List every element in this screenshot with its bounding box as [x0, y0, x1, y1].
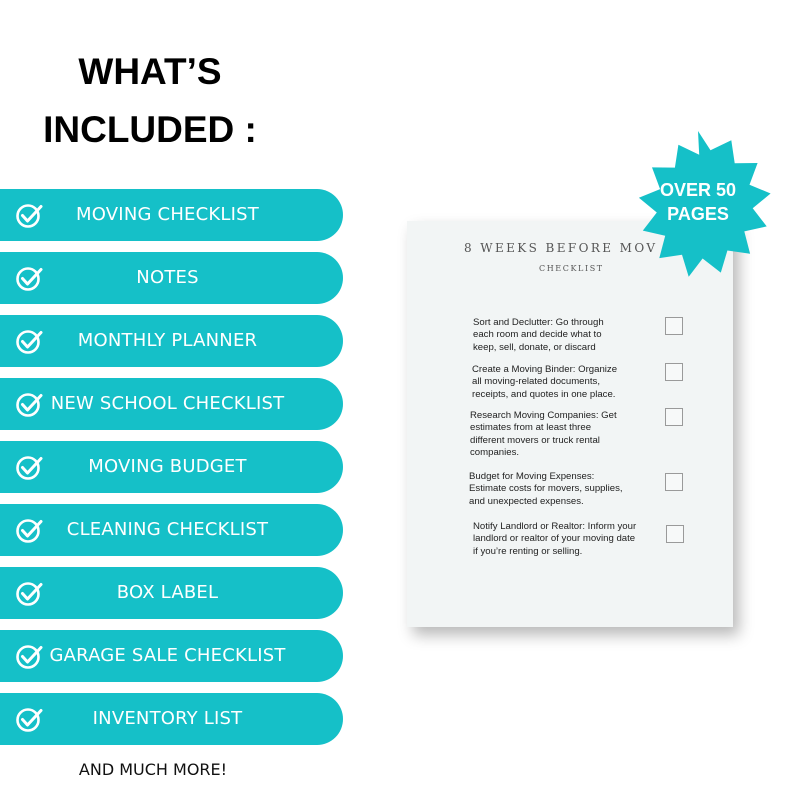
item-label: CLEANING CHECKLIST: [66, 519, 269, 540]
item-label: INVENTORY LIST: [92, 708, 243, 729]
task-checkbox[interactable]: [665, 473, 683, 491]
task-item: Create a Moving Binder: Organize all moving-related documents, receipts, and quotes in one place.: [472, 364, 618, 400]
task-checkbox[interactable]: [666, 525, 684, 543]
item-label: MONTHLY PLANNER: [77, 330, 258, 351]
task-checkbox[interactable]: [665, 317, 683, 335]
item-label: BOX LABEL: [116, 582, 219, 603]
headline-line-1: WHAT’S: [78, 51, 222, 92]
item-inventory-list: [0, 693, 343, 745]
task-checkbox[interactable]: [665, 408, 683, 426]
item-label: MOVING CHECKLIST: [76, 204, 259, 225]
headline-line-2: INCLUDED :: [43, 109, 257, 150]
task-item: Budget for Moving Expenses: Estimate costs for movers, supplies, and unexpected expenses.: [469, 471, 623, 507]
task-item: Sort and Declutter: Go through each room and decide what to keep, sell, donate, or discard: [473, 317, 604, 353]
task-checkbox[interactable]: [665, 363, 683, 381]
item-label: GARAGE SALE CHECKLIST: [49, 645, 286, 666]
item-label: NOTES: [136, 267, 199, 288]
task-item: Research Moving Companies: Get estimates from at least three different movers or truck rental companies.: [470, 410, 617, 459]
item-new-school-checklist: [0, 378, 343, 430]
item-moving-budget: [0, 441, 343, 493]
item-moving-checklist: [0, 189, 343, 241]
document-title: 8 WEEKS BEFORE MOV: [464, 241, 658, 255]
item-garage-sale-checklist: [0, 630, 343, 682]
item-monthly-planner: [0, 315, 343, 367]
badge-text: OVER 50 PAGES: [659, 180, 737, 224]
task-item: Notify Landlord or Realtor: Inform your landlord or realtor of your moving date if you’re renting or selling.: [473, 521, 637, 557]
item-label: MOVING BUDGET: [88, 456, 247, 477]
item-cleaning-checklist: [0, 504, 343, 556]
item-label: NEW SCHOOL CHECKLIST: [50, 393, 285, 414]
and-much-more-text: AND MUCH MORE!: [78, 760, 228, 779]
document-subtitle: CHECKLIST: [539, 264, 604, 273]
item-box-label: [0, 567, 343, 619]
item-notes: [0, 252, 343, 304]
